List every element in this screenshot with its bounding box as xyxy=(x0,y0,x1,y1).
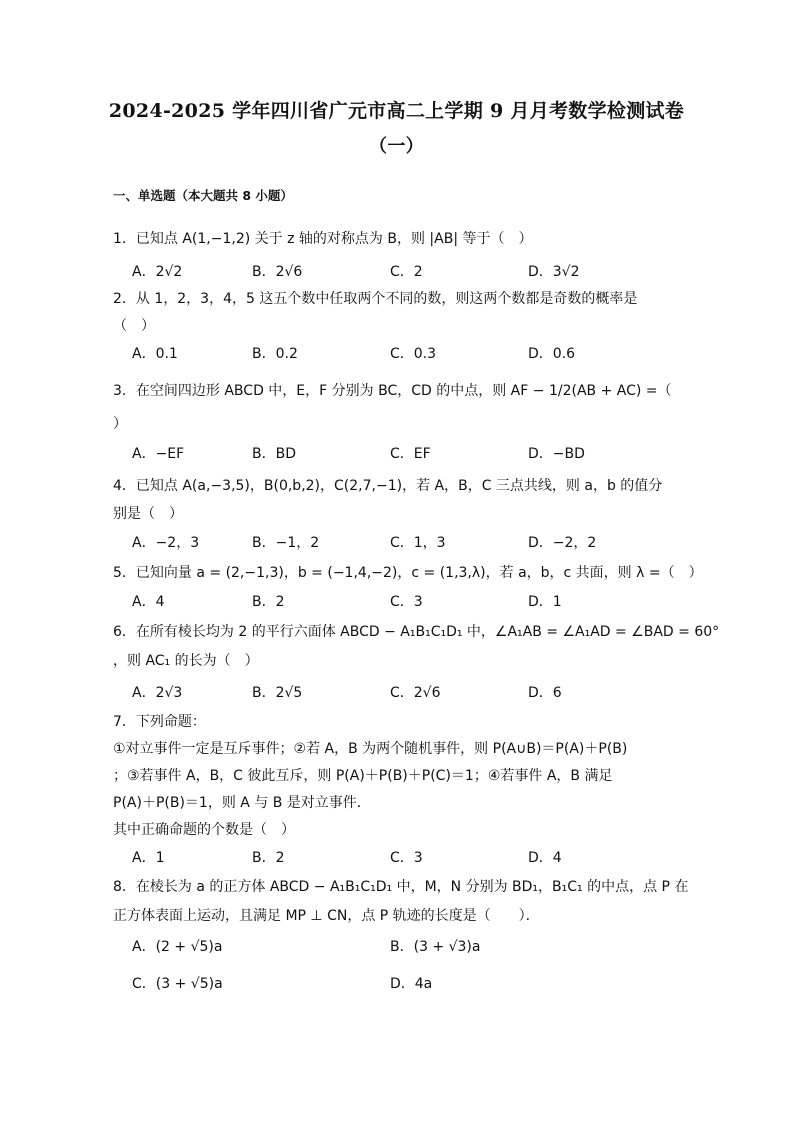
q8-option-a: A．(2 + √5)a xyxy=(132,939,223,955)
q6-option-c: C．2√6 xyxy=(390,685,441,701)
question-3-text-cont: ） xyxy=(113,416,127,432)
question-6-text: 6．在所有棱长均为 2 的平行六面体 ABCD − A₁B₁C₁D₁ 中，∠A₁AB = ∠A₁AD = ∠BAD = 60° xyxy=(113,624,720,640)
q6-option-a: A．2√3 xyxy=(132,685,183,701)
q7-option-c: C．3 xyxy=(390,850,423,866)
q7-option-b: B．2 xyxy=(252,850,285,866)
question-8-text-cont: 正方体表面上运动，且满足 MP ⊥ CN，点 P 轨迹的长度是（ ）． xyxy=(113,908,540,924)
q1-option-a: A．2√2 xyxy=(132,264,183,280)
q5-option-d: D．1 xyxy=(528,594,562,610)
question-7-statement-2: ；③若事件 A，B，C 彼此互斥，则 P(A)＋P(B)＋P(C)＝1；④若事件 A，B 满足 xyxy=(113,768,613,784)
question-6-text-cont: ，则 AC₁ 的长为（ ） xyxy=(113,653,259,669)
q2-option-c: C．0.3 xyxy=(390,346,437,362)
q1-option-c: C．2 xyxy=(390,264,423,280)
q5-option-c: C．3 xyxy=(390,594,423,610)
question-8-text: 8．在棱长为 a 的正方体 ABCD − A₁B₁C₁D₁ 中，M，N 分别为 BD₁，B₁C₁ 的中点，点 P 在 xyxy=(113,879,689,895)
q2-option-d: D．0.6 xyxy=(528,346,576,362)
question-2-text: 2．从 1，2，3，4，5 这五个数中任取两个不同的数，则这两个数都是奇数的概率是 xyxy=(113,291,638,307)
question-3-text: 3．在空间四边形 ABCD 中，E，F 分别为 BC，CD 的中点，则 AF − 1/2(AB + AC) =（ xyxy=(113,383,672,399)
q4-option-a: A．−2，3 xyxy=(132,535,200,551)
question-1-text: 1．已知点 A(1,−1,2) 关于 z 轴的对称点为 B，则 |AB| 等于（ ） xyxy=(113,231,533,247)
q4-option-c: C．1，3 xyxy=(390,535,446,551)
question-2-text-cont: （ ） xyxy=(113,318,155,334)
q5-option-a: A．4 xyxy=(132,594,165,610)
q6-option-b: B．2√5 xyxy=(252,685,303,701)
exam-title-suffix: （一） xyxy=(369,136,424,157)
q2-option-a: A．0.1 xyxy=(132,346,178,362)
q2-option-b: B．0.2 xyxy=(252,346,298,362)
question-7-statement-1: ①对立事件一定是互斥事件；②若 A，B 为两个随机事件，则 P(A∪B)＝P(A)＋P(B) xyxy=(113,741,628,757)
section-heading: 一、单选题（本大题共 8 小题） xyxy=(113,188,293,203)
q5-option-b: B．2 xyxy=(252,594,285,610)
q3-option-c: C．EF xyxy=(390,446,431,462)
question-7-statement-3: P(A)＋P(B)＝1，则 A 与 B 是对立事件． xyxy=(113,795,371,811)
question-4-text: 4．已知点 A(a,−3,5)，B(0,b,2)，C(2,7,−1)，若 A，B，C 三点共线，则 a，b 的值分 xyxy=(113,478,663,494)
q3-option-b: B．BD xyxy=(252,446,296,462)
q1-option-b: B．2√6 xyxy=(252,264,303,280)
q7-option-a: A．1 xyxy=(132,850,165,866)
q3-option-d: D．−BD xyxy=(528,446,585,462)
q8-option-d: D．4a xyxy=(390,976,433,992)
q3-option-a: A．−EF xyxy=(132,446,185,462)
question-5-text: 5．已知向量 a = (2,−1,3)，b = (−1,4,−2)，c = (1,3,λ)，若 a，b，c 共面，则 λ =（ ） xyxy=(113,565,703,581)
question-7-text: 7．下列命题： xyxy=(113,714,206,730)
q6-option-d: D．6 xyxy=(528,685,562,701)
q4-option-d: D．−2，2 xyxy=(528,535,597,551)
q8-option-c: C．(3 + √5)a xyxy=(132,976,223,992)
q8-option-b: B．(3 + √3)a xyxy=(390,939,481,955)
q1-option-d: D．3√2 xyxy=(528,264,580,280)
question-7-prompt: 其中正确命题的个数是（ ） xyxy=(113,822,295,838)
question-4-text-cont: 别是（ ） xyxy=(113,506,183,522)
q4-option-b: B．−1，2 xyxy=(252,535,320,551)
q7-option-d: D．4 xyxy=(528,850,562,866)
exam-title: 2024-2025 学年四川省广元市高二上学期 9 月月考数学检测试卷 xyxy=(108,100,685,122)
